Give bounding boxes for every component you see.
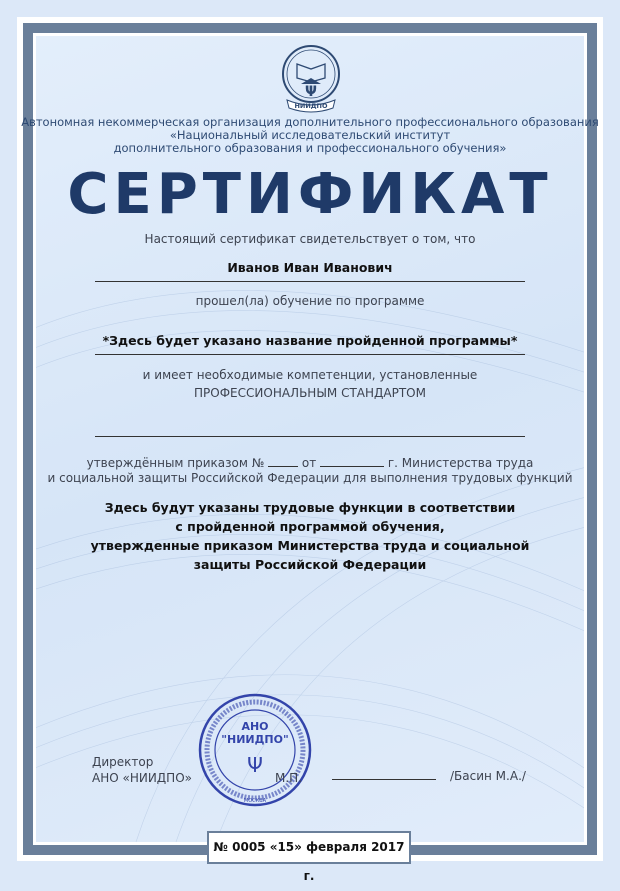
- order-part-2: от: [301, 456, 317, 470]
- org-line-1: Автономная некоммерческая организация дополнительного профессионального образования: [21, 115, 599, 129]
- order-part-1: утверждённым приказом №: [86, 456, 265, 470]
- signer-role: Директор: [92, 755, 154, 769]
- order-line-2: и социальной защиты Российской Федерации для выполнения трудовых функций: [47, 471, 573, 485]
- svg-text:НИИДПО: НИИДПО: [294, 102, 328, 110]
- functions-line-4: защиты Российской Федерации: [193, 557, 427, 572]
- svg-text:МОСКВА: МОСКВА: [243, 798, 267, 804]
- org-line-3: дополнительного образования и профессионального обучения»: [113, 141, 507, 155]
- svg-text:Ψ: Ψ: [305, 84, 317, 100]
- signer-organization: АНО «НИИДПО»: [92, 771, 192, 785]
- recipient-name: Иванов Иван Иванович: [227, 260, 393, 275]
- competence-line-2: ПРОФЕССИОНАЛЬНЫМ СТАНДАРТОМ: [194, 386, 426, 400]
- org-line-2: «Национальный исследовательский институт: [169, 128, 451, 142]
- competence-line-1: и имеет необходимые компетенции, установленные: [142, 368, 478, 382]
- functions-line-1: Здесь будут указаны трудовые функции в соответствии: [104, 500, 516, 515]
- order-number-blank: [268, 454, 298, 467]
- svg-text:Ψ: Ψ: [247, 753, 263, 777]
- functions-line-2: с пройденной программой обучения,: [175, 519, 445, 534]
- order-line-1: [0, 454, 620, 470]
- svg-text:"НИИДПО": "НИИДПО": [221, 733, 289, 746]
- certificate-number-box: № 0005 «15» февраля 2017 г.: [207, 831, 411, 864]
- order-part-3: г. Министерства труда: [387, 456, 534, 470]
- institute-logo: [275, 42, 347, 114]
- program-name: *Здесь будет указано название пройденной программы*: [102, 333, 518, 348]
- standard-underline: [95, 436, 525, 437]
- order-date-blank: [320, 454, 384, 467]
- stamp-place-label: М.П.: [275, 771, 303, 785]
- certificate-title: СЕРТИФИКАТ: [67, 162, 553, 227]
- signature-line: [332, 779, 436, 780]
- official-stamp: [197, 692, 313, 808]
- intro-text: Настоящий сертификат свидетельствует о том, что: [144, 232, 476, 246]
- completed-text: прошел(ла) обучение по программе: [195, 294, 425, 308]
- svg-text:АНО: АНО: [241, 720, 269, 733]
- signer-name: /Басин М.А./: [450, 769, 526, 783]
- name-underline: [95, 281, 525, 282]
- functions-line-3: утвержденные приказом Министерства труда и социальной: [90, 538, 530, 553]
- program-underline: [95, 354, 525, 355]
